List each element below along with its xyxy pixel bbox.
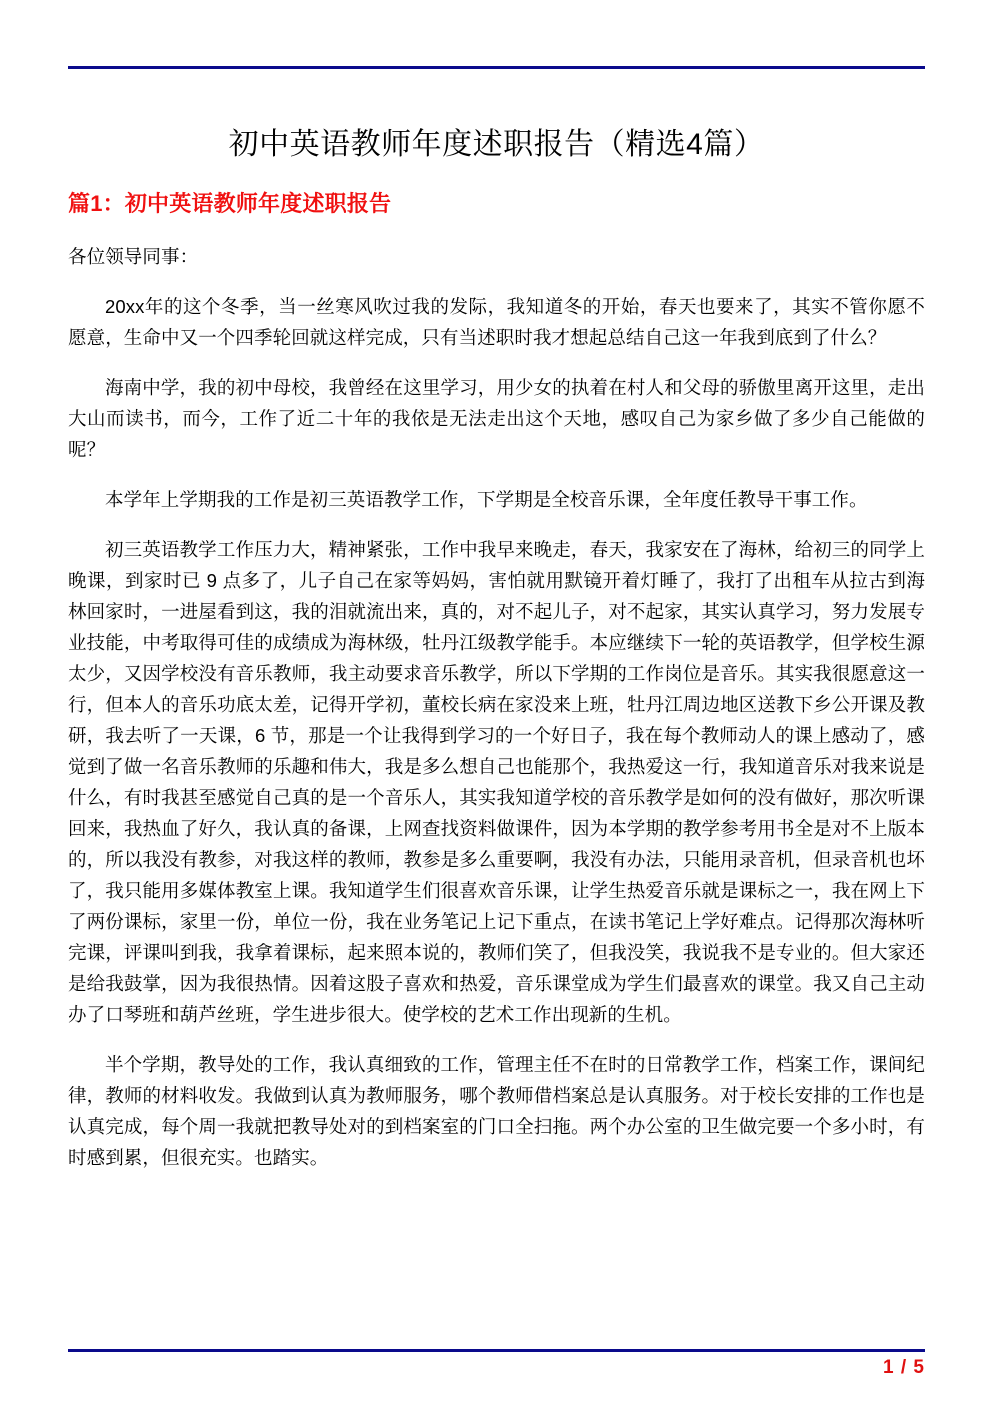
document-content <box>68 0 925 1173</box>
footer-rule <box>68 1349 925 1352</box>
paragraph-body: 20xx年的这个冬季，当一丝寒风吹过我的发际，我知道冬的开始，春天也要来了，其实不管你愿不愿意，生命中又一个四季轮回就这样完成，只有当述职时我才想起总结自己这一年我到底到了什么？ <box>68 295 925 348</box>
paragraph-body: 海南中学，我的初中母校，我曾经在这里学习，用少女的执着在村人和父母的骄傲里离开这里，走出大山而读书，而今，工作了近二十年的我依是无法走出这个天地，感叹自己为家乡做了多少自己能做的呢？ <box>68 376 925 460</box>
paragraph-body: 本学年上学期我的工作是初三英语教学工作，下学期是全校音乐课，全年度任教导干事工作。 <box>105 488 868 510</box>
paragraph-body: 初三英语教学工作压力大，精神紧张，工作中我早来晚走，春天，我家安在了海林，给初三的同学上晚课，到家时已 9 点多了，儿子自己在家等妈妈，害怕就用默镜开着灯睡了，我打了出租车从拉古到海林回家时，一进屋看到这，我的泪就流出来，真的，对不起儿子，对不起家，其实认真学习，努力发展专业技能，中考取得可佳的成绩成为海林级，牡丹江级教学能手。本应继续下一轮的英语教学，但学校生源太少，又因学校没有音乐教师，我主动要求音乐教学，所以下学期的工作岗位是音乐。其实我很愿意这一行，但本人的音乐功底太差，记得开学初，董校长病在家没来上班，牡丹江周边地区送教下乡公开课及教研，我去听了一天课，6 节，那是一个让我得到学习的一个好日子，我在每个教师动人的课上感动了，感觉到了做一名音乐教师的乐趣和伟大，我是多么想自己也能那个，我热爱这一行，我知道音乐对我来说是什么，有时我甚至感觉自己真的是一个音乐人，其实我知道学校的音乐教学是如何的没有做好，那次听课回来，我热血了好久，我认真的备课，上网查找资料做课件，因为本学期的教学参考用书全是对不上版本的，所以我没有教参，对我这样的教师，教参是多么重要啊，我没有办法，只能用录音机，但录音机也坏了，我只能用多媒体教室上课。我知道学生们很喜欢音乐课，让学生热爱音乐就是课标之一，我在网上下了两份课标，家里一份，单位一份，我在业务笔记上记下重点，在读书笔记上学好难点。记得那次海林听完课，评课叫到我，我拿着课标，起来照本说的，教师们笑了，但我没笑，我说我不是专业的。但大家还是给我鼓掌，因为我很热情。因着这股子喜欢和热爱，音乐课堂成为学生们最喜欢的课堂。我又自己主动办了口琴班和葫芦丝班，学生进步很大。使学校的艺术工作出现新的生机。 <box>68 538 925 1025</box>
page-title: 初中英语教师年度述职报告（精选4篇） <box>228 128 765 161</box>
paragraph-body: 半个学期，教导处的工作，我认真细致的工作，管理主任不在时的日常教学工作，档案工作，课间纪律，教师的材料收发。我做到认真为教师服务，哪个教师借档案总是认真服务。对于校长安排的工作也是认真完成，每个周一我就把教导处对的到档案室的门口全扫拖。两个办公室的卫生做完要一个多小时，有时感到累，但很充实。也踏实。 <box>68 1053 925 1168</box>
section-heading: 篇1：初中英语教师年度述职报告 <box>68 191 392 216</box>
page-number: 1 / 5 <box>883 1357 925 1378</box>
paragraph-salutation: 各位领导同事： <box>68 245 199 267</box>
